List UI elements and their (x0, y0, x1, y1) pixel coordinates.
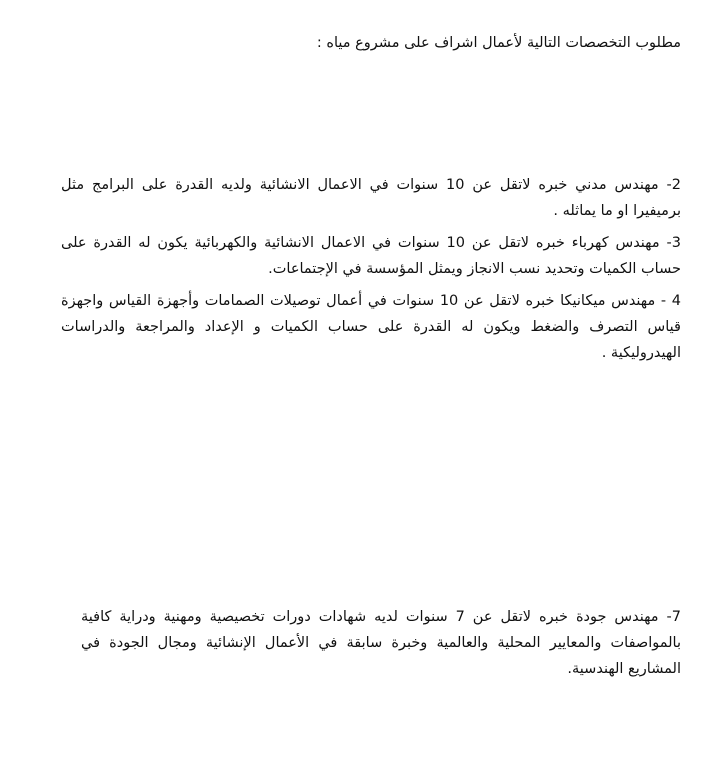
requirement-item-civil-engineer: 2- مهندس مدني خبره لاتقل عن 10 سنوات في الاعمال الانشائية ولديه القدرة على البرامج مثل برميفيرا او ما يماثله . (61, 177, 681, 219)
requirement-item-electrical-engineer: 3- مهندس كهرباء خبره لاتقل عن 10 سنوات في الاعمال الانشائية والكهربائية يكون له القدرة على حساب الكميات وتحديد نسب الانجاز ويمثل المؤسسة في الإجتماعات. (61, 235, 681, 277)
requirement-item-mechanical-engineer: 4 - مهندس ميكانيكا خبره لاتقل عن 10 سنوات في أعمال توصيلات الصمامات وأجهزة القياس واجهزة قياس التصرف والضغط ويكون له القدرة على حساب الكميات و الإعداد والمراجعة والدراسات الهيدروليكية . (61, 293, 681, 361)
requirement-item-quality-engineer: 7- مهندس جودة خبره لاتقل عن 7 سنوات لديه شهادات دورات تخصيصية ومهنية ودراية كافية بالمواصفات والمعايير المحلية والعالمية وخبرة سابقة في الأعمال الإنشائية ومجال الجودة في المشاريع الهندسية. (81, 609, 681, 677)
document-heading: مطلوب التخصصات التالية لأعمال اشراف على مشروع مياه : (316, 35, 681, 51)
